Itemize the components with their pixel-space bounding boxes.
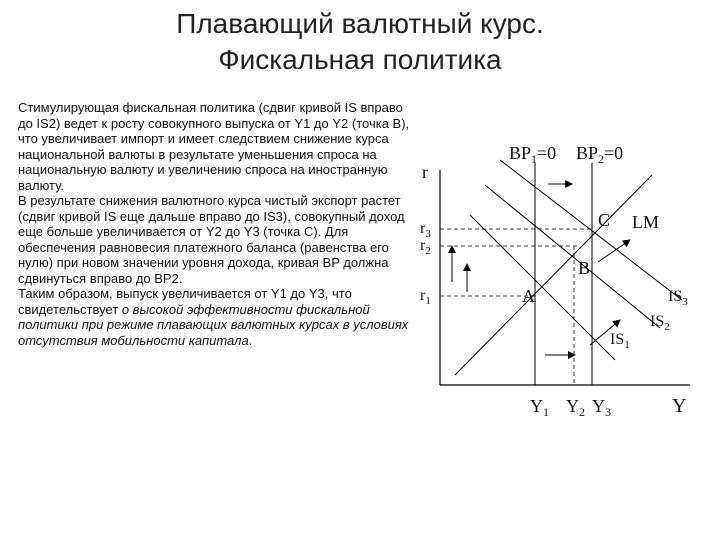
point-a-label: A — [522, 286, 535, 306]
y1-label: $Y_1$ — [530, 396, 549, 419]
paragraph-3-text: Таким образом, выпуск увеличивается от Y1 до Y3, что свидетельствует — [18, 286, 352, 317]
y2-label: $Y_2$ — [566, 396, 585, 419]
r-axis-label: r — [422, 162, 428, 182]
r1-label: $r_1$ — [420, 287, 431, 307]
paragraph-3 — [18, 286, 410, 348]
paragraph-2: В результате снижения валютного курса чистый экспорт растет (сдвиг кривой IS еще дальше вправо до IS3), совокупный доход еще больше увеличивается от Y2 до Y3 (точка C). Для обеспечения равновесия платежного баланса (равенства его нулю) при новом значении уровня дохода, кривая BP должна сдвинуться вправо до BP2. — [18, 193, 405, 286]
is1-label: $IS_1$ — [610, 331, 630, 351]
body-text — [18, 100, 410, 348]
title-line-2: Фискальная политика — [218, 44, 502, 75]
lm-label: LM — [632, 212, 659, 232]
is-lm-bp-diagram — [410, 130, 710, 430]
paragraph-1: Стимулирующая фискальная политика (сдвиг кривой IS вправо до IS2) ведет к росту совокупного выпуска от Y1 до Y2 (точка B), что увеличивает импорт и имеет следствием снижение курса национальной валюты в результате уменьшения спроса на национальную валюту и увеличению спроса на иностранную валюту. — [18, 100, 410, 193]
is2-label: $IS_2$ — [650, 313, 670, 333]
r3-label: $r_3$ — [420, 220, 431, 240]
point-b-label: B — [578, 258, 591, 278]
point-c-label: C — [598, 210, 611, 230]
bp1-label: $BP_1=0$ — [509, 143, 557, 166]
title-line-1: Плавающий валютный курс. — [176, 8, 544, 39]
bp2-label: $BP_2=0$ — [576, 143, 624, 166]
y-axis-label: Y — [672, 395, 687, 417]
r2-label: $r_2$ — [420, 237, 431, 257]
slide-title — [0, 6, 720, 78]
is3-label: $IS_3$ — [668, 288, 688, 308]
is-diag-arrow-1 — [598, 240, 630, 262]
y3-label: $Y_3$ — [592, 396, 611, 419]
paragraph-3-end: . — [248, 332, 253, 348]
paragraph-3-emphasis: о высокой эффективности фискальной политики при режиме плавающих валютных курсах в условиях отсутствия мобильности капитала — [18, 301, 409, 348]
